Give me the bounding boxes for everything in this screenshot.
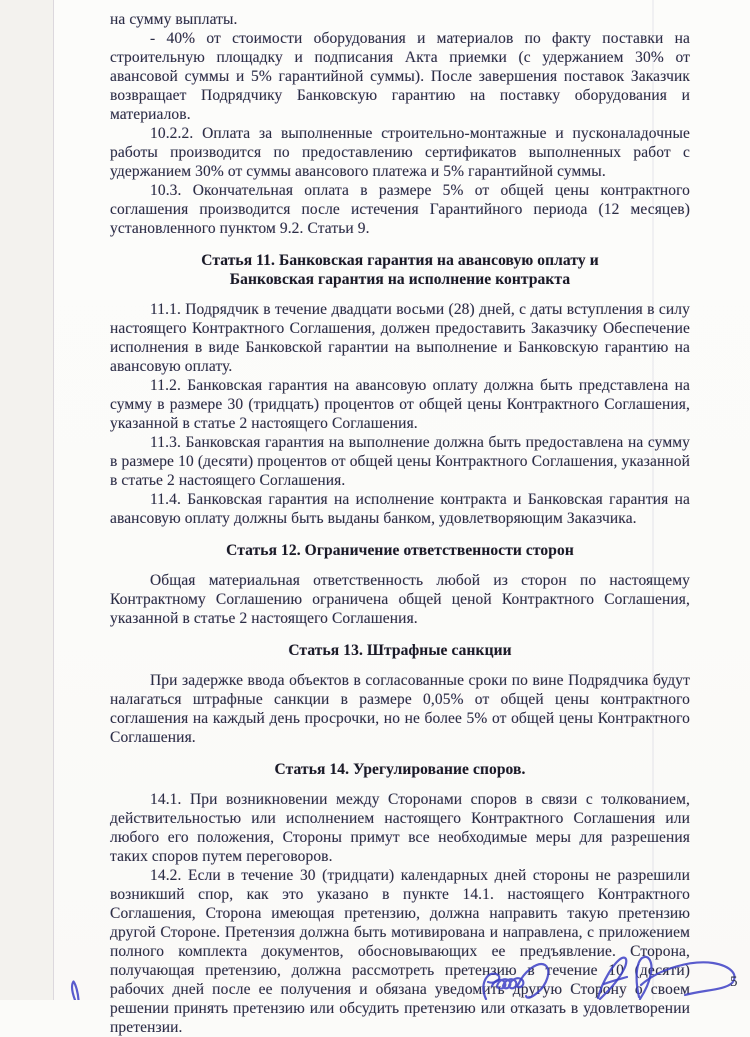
clause-11-3: 11.3. Банковская гарантия на выполнение должна быть предоставлена на сумму в размере 10 (десяти) процентов от общей цены Контрактного Соглашения, указанной в статье 2 настоящего Соглашения. (110, 434, 690, 489)
payment-terms-dash-item: - 40% от стоимости оборудования и материалов по факту поставки на строительную площадку и подписания Акта приемки (с удержанием 30% от авансовой суммы и 5% гарантийной суммы). После завершения поставок Заказчик возвращает Подрядчику Банковскую гарантию на поставку оборудования и материалов. (110, 30, 690, 123)
clause-14-1: 14.1. При возникновении между Сторонами споров в связи с толкованием, действительностью или исполнением настоящего Контрактного Соглашения или любого его положения, Стороны примут все необходимые меры для разрешения таких споров путем переговоров. (110, 791, 690, 865)
signatures-area (0, 935, 750, 1000)
continuation-line: на сумму выплаты. (110, 11, 238, 28)
clause-11-4: 11.4. Банковская гарантия на исполнение контракта и Банковская гарантия на авансовую оплату должны быть выданы банком, удовлетворяющим Заказчика. (110, 491, 690, 527)
article-12-heading: Статья 12. Ограничение ответственности сторон (226, 542, 574, 559)
clause-10-3: 10.3. Окончательная оплата в размере 5% от общей цены контрактного соглашения производится после истечения Гарантийного периода (12 месяцев) установленного пунктом 9.2. Статьи 9. (110, 182, 690, 237)
clause-10-2-2: 10.2.2. Оплата за выполненные строительно-монтажные и пусконаладочные работы производится по предоставлению сертификатов выполненных работ с удержанием 30% от суммы авансового платежа и 5% гарантийной суммы. (110, 125, 690, 180)
clause-11-2: 11.2. Банковская гарантия на авансовую оплату должна быть представлена на сумму в размере 30 (тридцать) процентов от общей цены Контрактного Соглашения, указанной в статье 2 настоящего Соглашения. (110, 377, 690, 432)
article-11-heading-line1: Статья 11. Банковская гарантия на авансовую оплату и (201, 252, 599, 269)
article-13-heading: Статья 13. Штрафные санкции (288, 642, 512, 659)
clause-11-1: 11.1. Подрядчик в течение двадцати восьми (28) дней, с даты вступления в силу настоящего Контрактного Соглашения, должен предоставить Заказчику Обеспечение исполнения в виде Банковской гарантии на выполнение и Банковскую гарантию на авансовую оплату. (110, 301, 690, 375)
signature-left-mark (72, 982, 78, 1001)
article-12-body: Общая материальная ответственность любой из сторон по настоящему Контрактному Соглашению ограничена общей ценой Контрактного Соглашения, указанной в статье 2 настоящего Соглашения. (110, 572, 690, 627)
article-11-heading (110, 251, 690, 289)
article-14-heading: Статья 14. Урегулирование споров. (274, 761, 526, 778)
contract-text-block (110, 10, 690, 1037)
clause-14-2: 14.2. Если в течение 30 (тридцати) календарных дней стороны не разрешили возникший спор, как это указано в пункте 14.1. настоящего Контрактного Соглашения, Сторона имеющая претензию, должна направить такую претензию другой Стороне. Претензия должна быть мотивирована и направлена, с приложением полного комплекта документов, обосновывающих ее предъявление. Сторона, получающая претензию, должна рассмотреть претензию в течение 10 (десяти) рабочих дней после ее получения и обязана уведомить другую Сторону о своем решении принять претензию или обсудить претензию или отказать в удовлетворении претензии. (110, 867, 690, 1036)
page-number: 5 (730, 974, 738, 990)
article-13-body: При задержке ввода объектов в согласованные сроки по вине Подрядчика будут налагаться штрафные санкции в размере 0,05% от общей цены контрактного соглашения на каждый день просрочки, но не более 5% от общей цены Контрактного Соглашения. (110, 672, 690, 746)
article-11-heading-line2: Банковская гарантия на исполнение контракта (229, 271, 571, 288)
signature-client-sweep (641, 962, 735, 995)
scan-edge-strip (0, 0, 54, 1000)
